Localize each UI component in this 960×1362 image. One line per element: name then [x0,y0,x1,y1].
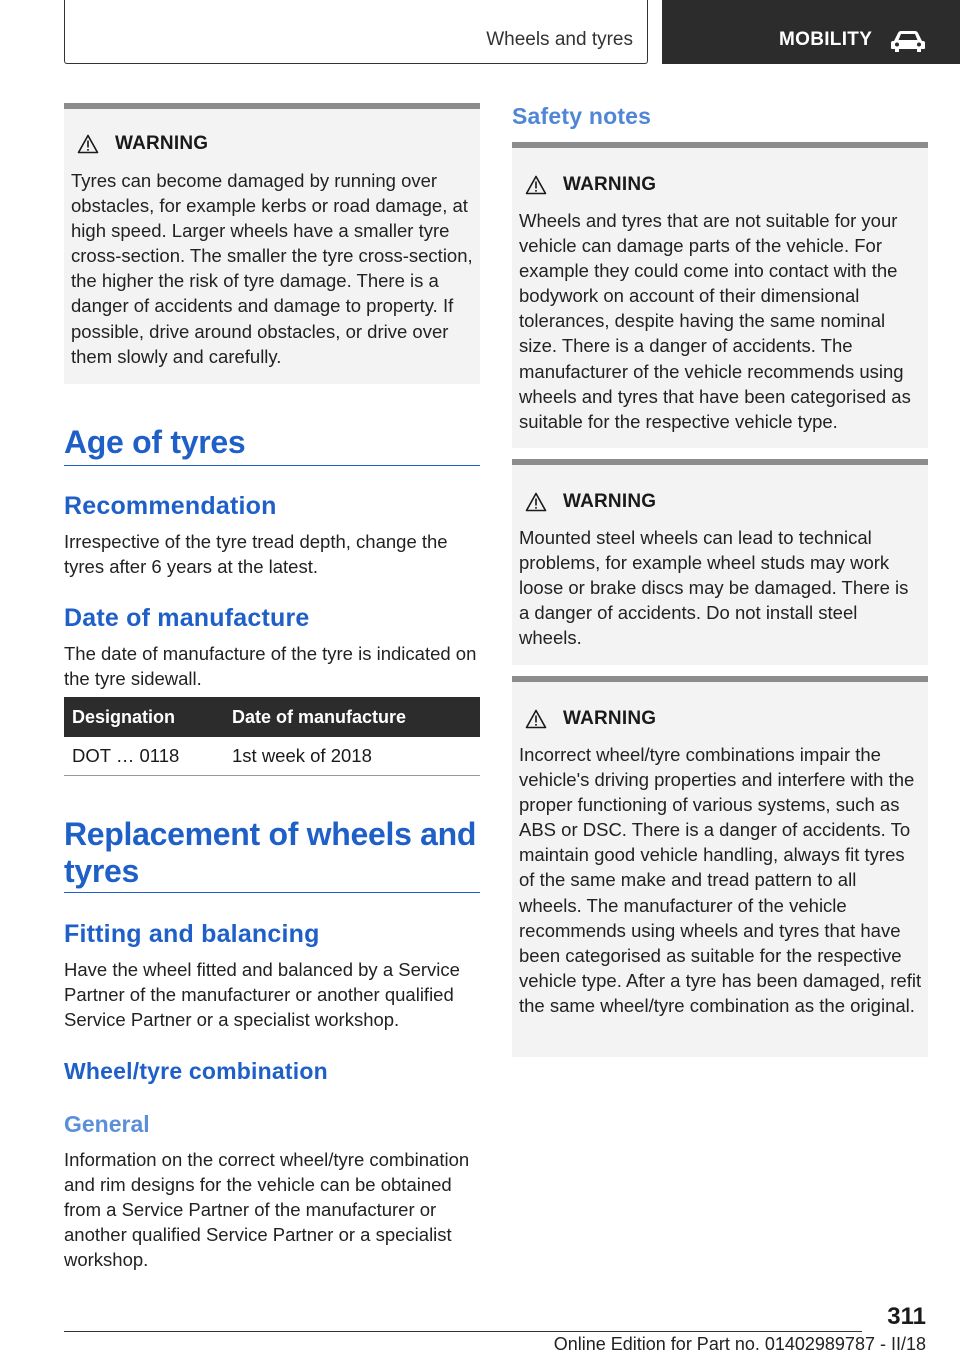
warning-triangle-icon [525,709,547,729]
warning-box-wheel-tyre-combinations [512,676,928,1057]
table-header-designation: Designation [64,697,224,737]
heading-age-of-tyres: Age of tyres [64,424,246,460]
heading-rule [64,892,480,893]
table-cell-date: 1st week of 2018 [224,737,480,776]
header-chapter-box [662,0,960,64]
manufacture-table [64,697,480,776]
footer-rule [64,1331,862,1332]
heading-safety-notes: Safety notes [512,103,652,129]
heading-recommendation: Recommendation [64,492,277,520]
car-icon [890,29,926,53]
warning-label: WARNING [115,133,209,154]
warning-heading [77,133,208,155]
warning-triangle-icon [77,134,99,154]
table-cell-designation: DOT … 0118 [64,737,224,776]
heading-rule [64,465,480,466]
warning-triangle-icon [525,492,547,512]
fitting-text: Have the wheel fitted and balanced by a Service Partner of the manufacturer or another qualified Service Partner or a specialist workshop. [64,959,460,1031]
date-of-manufacture-text: The date of manufacture of the tyre is indicated on the tyre sidewall. [64,643,477,690]
warning-box-steel-wheels [512,459,928,665]
heading-fitting-balancing: Fitting and balancing [64,920,320,948]
page-number: 311 [887,1303,926,1330]
table-row [64,737,480,776]
general-text: Information on the correct wheel/tyre combination and rim designs for the vehicle can be obtained from a Service Partner of the manufacturer or another qualified Service Partner or a specialist workshop. [64,1149,470,1271]
warning-box-unsuitable-wheels [512,142,928,448]
header-section-box [64,0,648,64]
heading-date-of-manufacture: Date of manufacture [64,604,310,632]
recommendation-text: Irrespective of the tyre tread depth, change the tyres after 6 years at the latest. [64,531,448,578]
warning-heading [525,491,656,513]
heading-wheel-tyre-combination: Wheel/tyre combination [64,1058,328,1084]
warning-triangle-icon [525,175,547,195]
header-chapter-title: MOBILITY [779,29,873,50]
table-header-row [64,697,480,737]
warning-text: Tyres can become damaged by running over obstacles, for example kerbs or road damage, at high speed. Larger wheels have a smaller tyre cross-section. The smaller the tyre cross-section, the higher the risk of tyre damage. There is a danger of accidents and damage to property. If possible, drive around obstacles, or drive over them slowly and carefully. [71,170,473,367]
warning-heading [525,708,656,730]
heading-replacement: Replacement of wheels and tyres [64,816,477,889]
warning-text: Wheels and tyres that are not suitable for your vehicle can damage parts of the vehicle. For example they could come into contact with the bodywork on account of their dimensional tolerances, despite having the same nominal size. There is a danger of accidents. The manufacturer of the vehicle recommends using wheels and tyres that have been categorised as suitable for the respective vehicle type. [519,210,911,432]
warning-box-obstacles [64,103,480,384]
warning-label: WARNING [563,174,657,195]
warning-label: WARNING [563,708,657,729]
warning-label: WARNING [563,491,657,512]
warning-text: Incorrect wheel/tyre combinations impair the vehicle's driving properties and interfere with the proper functioning of various systems, such as ABS or DSC. There is a danger of accidents. To maintain good vehicle handling, always fit tyres of the same make and tread pattern to all wheels. The manufacturer of the vehicle recommends using wheels and tyres that have been categorised as suitable for the respective vehicle type. After a tyre has been damaged, refit the same wheel/tyre combination as the original. [519,744,922,1016]
table-header-date: Date of manufacture [224,697,480,737]
warning-text: Mounted steel wheels can lead to technical problems, for example wheel studs may work loose or brake discs may be damaged. There is a danger of accidents. Do not install steel wheels. [519,527,909,649]
footer-edition: Online Edition for Part no. 01402989787 - II/18 [553,1334,926,1354]
header-section-title: Wheels and tyres [486,29,633,50]
heading-general: General [64,1111,150,1137]
warning-heading [525,174,656,196]
